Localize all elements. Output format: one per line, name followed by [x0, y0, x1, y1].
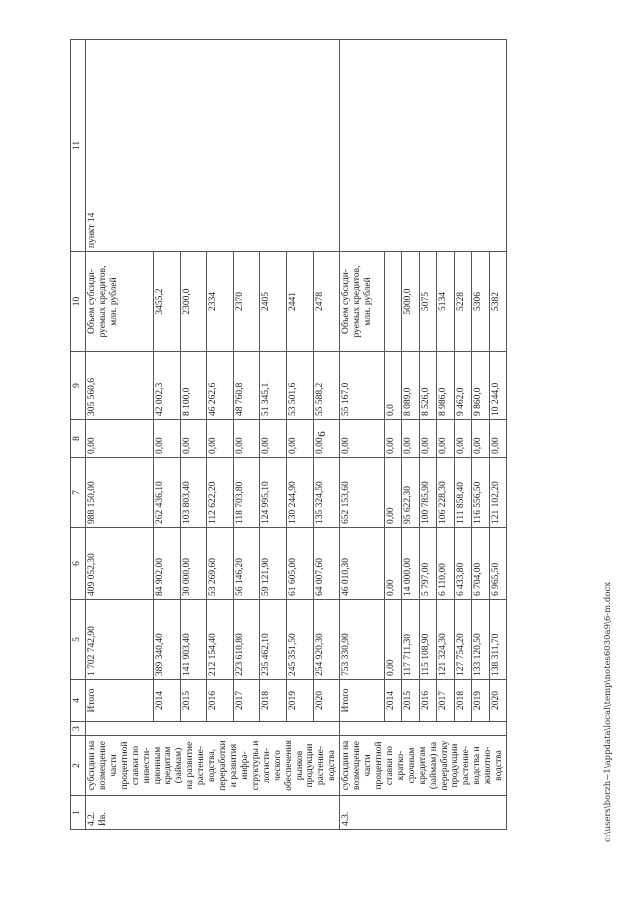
- total-c6: 409 052,30: [86, 528, 154, 600]
- value-c10: 5000,0: [402, 252, 419, 352]
- description-line: ставки по: [130, 745, 141, 786]
- value-c9: 51 345,1: [260, 352, 287, 420]
- file-path: c:\users\borzh~1\appdata\local\temp\notes6030a9\6-m.docx: [603, 581, 613, 842]
- value-c8: 0,00: [472, 420, 489, 458]
- value-c5: 235 462,10: [260, 600, 287, 680]
- value-c10: 5134: [437, 252, 454, 352]
- value-c10: 2478: [313, 252, 340, 352]
- description-line: ционным: [152, 746, 163, 785]
- value-c5: 0,00: [384, 600, 401, 680]
- total-label: Итого: [340, 680, 385, 722]
- total-c5: 753 330,90: [340, 600, 385, 680]
- description-line: водства: [494, 750, 505, 781]
- value-c5: 254 920,30: [313, 600, 340, 680]
- column-header-8: 8: [71, 420, 86, 458]
- value-c9: 55 588,2: [313, 352, 340, 420]
- total-c8: 0,00: [340, 420, 385, 458]
- year-cell: 2020: [313, 680, 340, 722]
- value-c5: 138 311,70: [489, 600, 507, 680]
- description-line: растение-: [461, 745, 472, 786]
- description-line: водства: [327, 750, 338, 781]
- description-line: (займам): [174, 747, 185, 784]
- value-c10: 2370: [233, 252, 260, 352]
- data-table: [70, 39, 507, 830]
- value-c5: 141 903,40: [180, 600, 207, 680]
- description-line: кредитам: [417, 746, 428, 785]
- section-description: [340, 736, 507, 796]
- value-c6: 64 007,60: [313, 528, 340, 600]
- value-c7: 262 436,10: [153, 458, 180, 528]
- total-c7: 988 150,00: [86, 458, 154, 528]
- value-c8: 0,00: [384, 420, 401, 458]
- value-c7: 121 102,20: [489, 458, 507, 528]
- value-c6: 14 000,00: [402, 528, 419, 600]
- page-number: 6: [315, 431, 328, 437]
- year-cell: 2018: [260, 680, 287, 722]
- description-line: водства и: [472, 746, 483, 785]
- value-c10: 5306: [472, 252, 489, 352]
- table-row: [340, 40, 385, 830]
- value-c5: 223 610,80: [233, 600, 260, 680]
- description-line: процентной: [373, 741, 384, 790]
- description-line: возмещение: [97, 741, 108, 790]
- column-header-3: 3: [71, 722, 86, 736]
- header-row: [71, 40, 86, 830]
- value-c9: 8 100,0: [180, 352, 207, 420]
- indicator-line: руемых кредитов,: [97, 265, 108, 338]
- value-c9: 8 986,0: [437, 352, 454, 420]
- value-c10: 5228: [454, 252, 471, 352]
- value-c8: 0,00: [437, 420, 454, 458]
- description-line: инвести-: [141, 747, 152, 784]
- value-c7: 112 622,20: [207, 458, 234, 528]
- value-c10: 3455,2: [153, 252, 180, 352]
- year-cell: 2015: [180, 680, 207, 722]
- value-c7: 106 228,30: [437, 458, 454, 528]
- description-line: рынков: [294, 750, 305, 781]
- value-c10: 5075: [419, 252, 436, 352]
- column-header-2: 2: [71, 736, 86, 796]
- value-c8: 0,00: [260, 420, 287, 458]
- indicator-line: руемых кредитов,: [352, 265, 363, 338]
- description-line: инфра-: [239, 751, 250, 780]
- value-c7: 124 995,10: [260, 458, 287, 528]
- value-c7: 100 785,90: [419, 458, 436, 528]
- value-c10: 5382: [489, 252, 507, 352]
- description-line: ческого: [272, 750, 283, 781]
- year-cell: 2016: [419, 680, 436, 722]
- note-cell: пункт 14: [86, 40, 340, 252]
- value-c5: 212 154,40: [207, 600, 234, 680]
- value-c10: 2300,0: [180, 252, 207, 352]
- value-c8: 0,00: [180, 420, 207, 458]
- description-line: срочным: [406, 747, 417, 784]
- total-c5: 1 702 742,90: [86, 600, 154, 680]
- value-c7: 118 703,80: [233, 458, 260, 528]
- description-line: продукции: [450, 743, 461, 788]
- year-cell: 2016: [207, 680, 234, 722]
- value-c6: 0,00: [384, 528, 401, 600]
- year-cell: 2019: [286, 680, 313, 722]
- value-c5: 121 324,30: [437, 600, 454, 680]
- value-c10: 2405: [260, 252, 287, 352]
- indicator-line: млн. рублей: [108, 277, 119, 326]
- value-c6: 6 965,50: [489, 528, 507, 600]
- description-line: и развития: [228, 743, 239, 788]
- description-line: части: [108, 754, 119, 777]
- column-3-cell: [86, 722, 340, 736]
- description-line: водства,: [207, 748, 218, 783]
- column-header-10: 10: [71, 252, 86, 352]
- value-c5: 133 120,50: [472, 600, 489, 680]
- total-c7: 652 153,60: [340, 458, 385, 528]
- description-line: субсидии на: [341, 740, 352, 791]
- value-c8: 0,00: [402, 420, 419, 458]
- description-line: растение-: [316, 745, 327, 786]
- description-line: части: [363, 754, 374, 777]
- indicator-line: Объем субсиди-: [87, 269, 97, 334]
- value-c8: 0,00: [313, 420, 340, 458]
- value-c7: 130 244,90: [286, 458, 313, 528]
- column-header-1: 1: [71, 796, 86, 830]
- total-label: Итого: [86, 680, 154, 722]
- value-c10: 2441: [286, 252, 313, 352]
- value-c5: 127 754,20: [454, 600, 471, 680]
- value-c8: 0,00: [419, 420, 436, 458]
- indicator-name: [340, 252, 385, 352]
- description-line: структуры и: [250, 740, 261, 791]
- section-id: 4.3.: [340, 796, 507, 830]
- value-c8: 0,00: [207, 420, 234, 458]
- value-c8: 0,00: [489, 420, 507, 458]
- description-line: растение-: [196, 745, 207, 786]
- year-cell: 2014: [153, 680, 180, 722]
- value-c9: 48 760,8: [233, 352, 260, 420]
- year-cell: 2018: [454, 680, 471, 722]
- value-c9: 8 089,0: [402, 352, 419, 420]
- value-c7: 95 622,30: [402, 458, 419, 528]
- value-c6: 59 121,90: [260, 528, 287, 600]
- value-c6: 30 000,00: [180, 528, 207, 600]
- description-line: процентной: [119, 741, 130, 790]
- description-line: обеспечения: [283, 740, 294, 791]
- total-c9: 55 167,0: [340, 352, 385, 420]
- total-c6: 46 010,30: [340, 528, 385, 600]
- column-header-4: 4: [71, 680, 86, 722]
- value-c9: 53 501,6: [286, 352, 313, 420]
- value-c5: 245 351,50: [286, 600, 313, 680]
- value-c8: 0,00: [153, 420, 180, 458]
- rotated-table-container: [70, 40, 570, 830]
- column-header-6: 6: [71, 528, 86, 600]
- year-cell: 2017: [437, 680, 454, 722]
- description-line: логисти-: [261, 747, 272, 784]
- column-header-11: 11: [71, 40, 86, 252]
- value-c9: 10 244,0: [489, 352, 507, 420]
- value-c7: 103 803,40: [180, 458, 207, 528]
- value-c8: 0,00: [233, 420, 260, 458]
- note-cell: [340, 40, 507, 252]
- total-c8: 0,00: [86, 420, 154, 458]
- value-c9: 0,0: [384, 352, 401, 420]
- column-header-7: 7: [71, 458, 86, 528]
- description-line: кратко-: [395, 750, 406, 781]
- year-cell: 2019: [472, 680, 489, 722]
- description-line: продукции: [305, 743, 316, 788]
- value-c6: 61 605,00: [286, 528, 313, 600]
- value-c10: 2334: [207, 252, 234, 352]
- section-id: 4.2. Ив.: [86, 796, 340, 830]
- value-c9: 9 462,0: [454, 352, 471, 420]
- description-line: на развитие: [185, 741, 196, 790]
- description-line: субсидии на: [87, 740, 97, 791]
- indicator-line: млн. рублей: [363, 277, 374, 326]
- total-c9: 305 560,6: [86, 352, 154, 420]
- value-c6: 6 110,00: [437, 528, 454, 600]
- value-c5: 115 108,90: [419, 600, 436, 680]
- value-c7: 0,00: [384, 458, 401, 528]
- value-c6: 6 433,80: [454, 528, 471, 600]
- value-c10: [384, 252, 401, 352]
- column-header-5: 5: [71, 600, 86, 680]
- section-description: [86, 736, 340, 796]
- value-c9: 9 860,0: [472, 352, 489, 420]
- description-line: ставки по: [384, 745, 395, 786]
- value-c9: 46 262,6: [207, 352, 234, 420]
- description-line: возмещение: [352, 741, 363, 790]
- year-cell: 2017: [233, 680, 260, 722]
- value-c7: 116 556,50: [472, 458, 489, 528]
- value-c7: 111 858,40: [454, 458, 471, 528]
- value-c6: 5 797,00: [419, 528, 436, 600]
- year-cell: 2015: [402, 680, 419, 722]
- value-c7: 135 324,50: [313, 458, 340, 528]
- value-c5: 389 340,40: [153, 600, 180, 680]
- indicator-line: Объем субсиди-: [341, 269, 352, 334]
- year-cell: 2020: [489, 680, 507, 722]
- table-row: [86, 40, 154, 830]
- column-3-cell: [340, 722, 507, 736]
- value-c6: 6 704,00: [472, 528, 489, 600]
- value-c9: 8 526,0: [419, 352, 436, 420]
- value-c8: 0,00: [454, 420, 471, 458]
- column-header-9: 9: [71, 352, 86, 420]
- value-c5: 117 711,30: [402, 600, 419, 680]
- year-cell: 2014: [384, 680, 401, 722]
- value-c6: 84 902,00: [153, 528, 180, 600]
- description-line: переработку: [439, 740, 450, 791]
- value-c6: 56 146,20: [233, 528, 260, 600]
- value-c9: 42 002,3: [153, 352, 180, 420]
- description-line: (займам) на: [428, 741, 439, 790]
- indicator-name: [86, 252, 154, 352]
- description-line: переработки: [218, 740, 229, 791]
- value-c6: 53 269,60: [207, 528, 234, 600]
- description-line: кредитам: [163, 746, 174, 785]
- description-line: животно-: [483, 746, 494, 785]
- value-c8: 0,00: [286, 420, 313, 458]
